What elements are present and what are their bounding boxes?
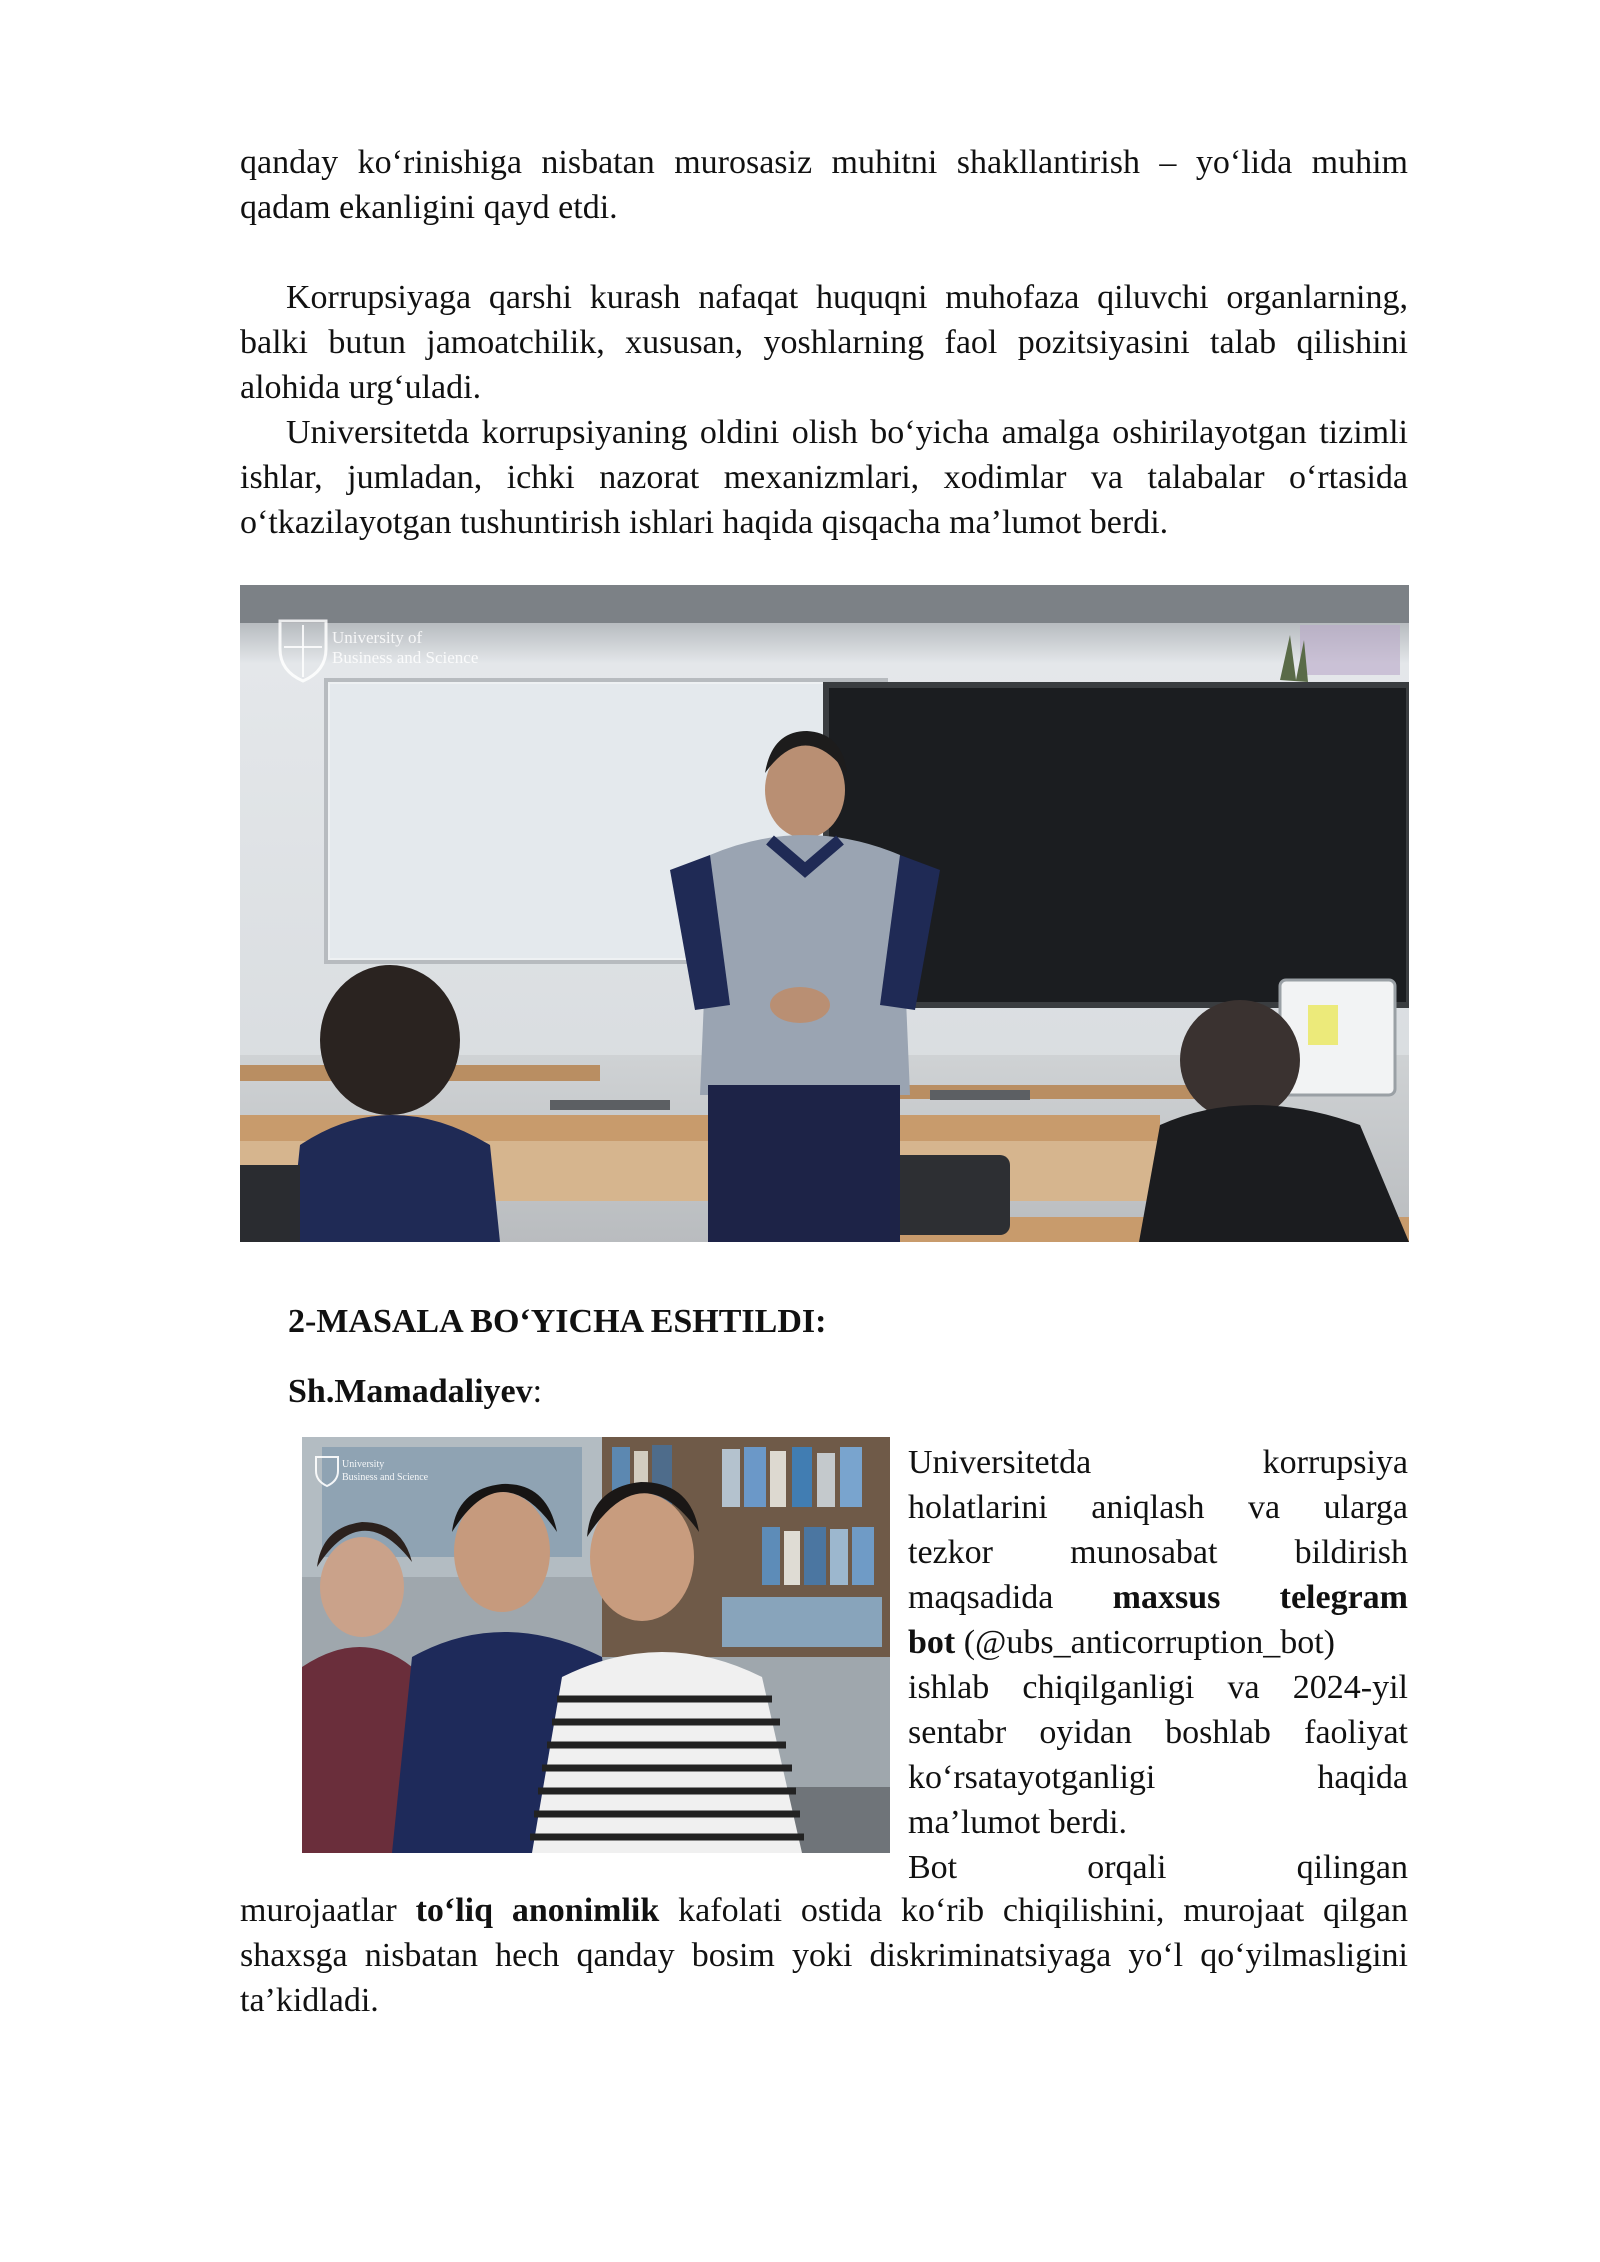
- section-heading: 2-MASALA BO‘YICHA ESHTILDI:: [288, 1303, 827, 1340]
- bottom-bold-text: to‘liq anonimlik: [415, 1892, 660, 1929]
- side-word: qilingan: [1296, 1849, 1408, 1886]
- paragraph-3: Universitetda korrupsiyaning oldini olish bo‘yicha amalga oshirilayotgan tizimli ishlar, jumladan, ichki nazorat mexanizmlari, xodimlar va talabalar o‘rtasida o‘tkazilayotgan tushuntirish ishlari haqida qisqacha ma’lumot berdi.: [240, 414, 1408, 541]
- side-line-7: sentabr oyidan boshlab faoliyat: [908, 1714, 1408, 1751]
- students-photo: [302, 1437, 890, 1853]
- lecture-photo: [240, 585, 1409, 1242]
- students-photo-illustration: [302, 1437, 890, 1853]
- speaker-line: [288, 1369, 542, 1414]
- side-line-9: ma’lumot berdi.: [908, 1804, 1128, 1841]
- logo-small-line-1: University: [342, 1459, 385, 1470]
- logo-small-line-2: Business and Science: [342, 1472, 429, 1483]
- side-line-4: [908, 1575, 1408, 1620]
- side-line-3: tezkor munosabat bildirish: [908, 1534, 1408, 1571]
- bottom-text: murojaatlar: [240, 1892, 397, 1929]
- side-line-8: [908, 1755, 1408, 1800]
- side-line-1: [908, 1440, 1408, 1485]
- side-word: korrupsiya: [1262, 1444, 1408, 1481]
- side-word: haqida: [1317, 1759, 1408, 1796]
- bot-handle: (@ubs_anticorruption_bot): [963, 1624, 1335, 1661]
- side-bold-word: bot: [908, 1624, 956, 1661]
- side-line-10: [908, 1845, 1408, 1890]
- bottom-text: kafolati ostida ko‘rib chiqilishini, murojaat qilgan shaxsga nisbatan hech qanday bosim yoki diskriminatsiyaga yo‘l qo‘yilmasligini ta’kidladi.: [240, 1892, 1409, 2019]
- lecture-photo-illustration: [240, 585, 1409, 1242]
- side-word: Universitetda: [908, 1444, 1092, 1481]
- side-word: maqsadida: [908, 1579, 1054, 1616]
- side-bold-word: maxsus: [1112, 1579, 1221, 1616]
- speaker-name: Sh.Mamadaliyev: [288, 1373, 533, 1410]
- side-word: Bot: [908, 1849, 958, 1886]
- side-paragraph: [908, 1440, 1408, 1890]
- side-line-5: [908, 1620, 1408, 1665]
- speaker-colon: :: [532, 1373, 543, 1410]
- side-line-6: ishlab chiqilganligi va 2024-yil: [908, 1669, 1408, 1706]
- paragraph-2: Korrupsiyaga qarshi kurash nafaqat huquqni muhofaza qiluvchi organlarning, balki butun jamoatchilik, xususan, yoshlarning faol pozitsiyasini talab qilishini alohida urg‘uladi.: [240, 279, 1408, 406]
- side-word: orqali: [1087, 1849, 1167, 1886]
- side-word: ko‘rsatayotganligi: [908, 1759, 1156, 1796]
- logo-line-2: Business and Science: [332, 648, 479, 667]
- side-bold-word: telegram: [1279, 1579, 1408, 1616]
- side-line-2: holatlarini aniqlash va ularga: [908, 1489, 1408, 1526]
- logo-line-1: University of: [332, 628, 423, 647]
- paragraph-1: qanday ko‘rinishiga nisbatan murosasiz muhitni shakllantirish – yo‘lida muhim qadam ekanligini qayd etdi.: [240, 144, 1408, 226]
- bottom-paragraph: [240, 1888, 1408, 2023]
